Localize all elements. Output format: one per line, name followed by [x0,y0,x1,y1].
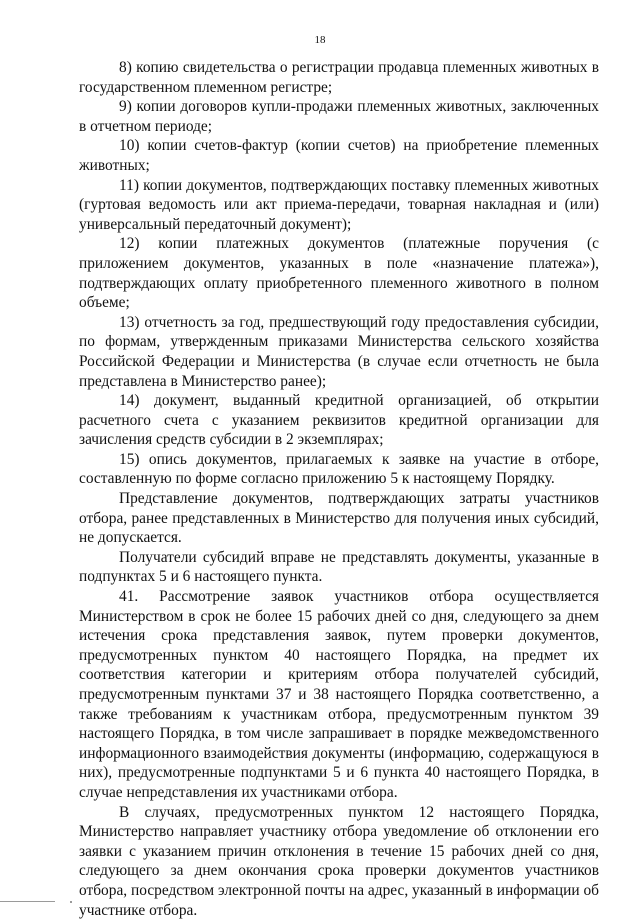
paragraph-item-13: 13) отчетность за год, предшествующий году предоставления субсидии, по формам, утвержденным приказами Министерства сельского хозяйства Российской Федерации и Министерства (в случае если отчетность не была представлена в Министерство ранее); [79,313,599,390]
paragraph-item-11: 11) копии документов, подтверждающих поставку племенных животных (гуртовая ведомость или акт приема-передачи, товарная накладная и (или) универсальный передаточный документ); [79,176,599,233]
paragraph-item-9: 9) копии договоров купли-продажи племенных животных, заключенных в отчетном периоде; [79,98,599,135]
paragraph-item-8: 8) копию свидетельства о регистрации продавца племенных животных в государственном племенном регистре; [79,59,599,96]
document-body [79,58,599,920]
paragraph-section-41: 41. Рассмотрение заявок участников отбора осуществляется Министерством в срок не более 15 рабочих дней со дня, следующего за днем истечения срока представления заявок, путем проверки документов, предусмотренных пунктом 40 настоящего Порядка, на предмет их соответствия категории и критериям отбора получателей субсидий, предусмотренным пунктами 37 и 38 настоящего Порядка соответственно, а также требованиям к участникам отбора, предусмотренным пунктом 39 настоящего Порядка, в том числе запрашивает в порядке межведомственного информационного взаимодействия документы (информацию, содержащуюся в них), предусмотренные подпунктами 5 и 6 пункта 40 настоящего Порядка, в случае непредставления их участниками отбора. [79,588,599,801]
page-number: 18 [314,34,326,46]
paragraph-recipients-right: Получатели субсидий вправе не представлять документы, указанные в подпунктах 5 и 6 настоящего пункта. [79,548,599,586]
paragraph-item-14: 14) документ, выданный кредитной организацией, об открытии расчетного счета с указанием реквизитов кредитной организации для зачисления средств субсидии в 2 экземплярах; [79,392,599,449]
scan-edge-mark [0,901,55,902]
paragraph-item-15: 15) опись документов, прилагаемых к заявке на участие в отборе, составленную по форме согласно приложению 5 к настоящему Порядку. [79,450,599,488]
paragraph-rejection-notice: В случаях, предусмотренных пунктом 12 настоящего Порядка, Министерство направляет участнику отбора уведомление об отклонении его заявки с указанием причин отклонения в течение 15 рабочих дней со дня, следующего за днем окончания срока проверки документов участников отбора, посредством электронной почты на адрес, указанный в информации об участнике отбора. [79,803,599,919]
paragraph-item-10: 10) копии счетов-фактур (копии счетов) на приобретение племенных животных; [79,137,599,174]
paragraph-item-12: 12) копии платежных документов (платежные поручения (с приложением документов, указанных в поле «назначение платежа»), подтверждающих оплату приобретенного племенного животного в полном объеме; [79,235,599,312]
scan-dot-mark [70,901,72,903]
paragraph-previous-documents: Представление документов, подтверждающих затраты участников отбора, ранее представленных в Министерство для получения иных субсидий, не допускается. [79,490,599,547]
